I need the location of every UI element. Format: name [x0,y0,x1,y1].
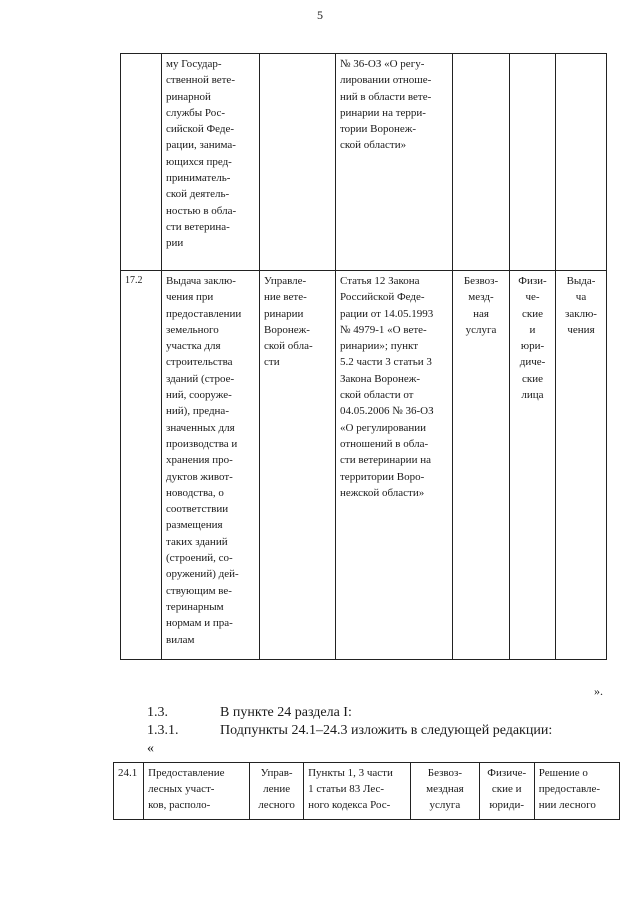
cell-recipients [510,54,556,271]
paragraph-text: В пункте 24 раздела I: [220,705,352,720]
cell-authority: Управле- ние вете- ринарии Воронеж- ской обла- сти [260,271,336,660]
cell-legal-basis: Пункты 1, 3 части 1 статьи 83 Лес- ного кодекса Рос- [304,763,411,820]
cell-fee [453,54,510,271]
opening-quote: « [147,741,154,756]
cell-legal-basis: № 36-ОЗ «О регу- лировании отноше- ний в области вете- ринарии на терри- тории Воронеж- ской области» [336,54,453,271]
paragraph-number: 1.3.1. [147,723,179,738]
page-number: 5 [317,8,323,22]
cell-service-name: му Государ- ственной вете- ринарной службы Рос- сийской Феде- рации, занима- ющихся пред- приниматель- ской деятель- ностью в обла- сти ветерина- рии [162,54,260,271]
cell-service-name: Предоставление лесных участ- ков, располо- [144,763,250,820]
cell-authority: Управ- ление лесного [250,763,304,820]
services-table-bottom [113,762,620,820]
cell-recipients: Физиче- ские и юриди- [479,763,534,820]
services-table-top [120,53,607,660]
cell-result [556,54,607,271]
cell-authority [260,54,336,271]
cell-legal-basis: Статья 12 Закона Российской Феде- рации от 14.05.1993 № 4979-1 «О вете- ринарии»; пункт 5.2 части 3 статьи 3 Закона Воронеж- ской области от 04.05.2006 № 36-ОЗ «О регулировании отношений в обла- сти ветеринарии на территории Воро- нежской области» [336,271,453,660]
paragraph-text: Подпункты 24.1–24.3 изложить в следующей редакции: [220,723,553,738]
cell-number: 17.2 [121,271,162,660]
cell-recipients: Физи- че- ские и юри- диче- ские лица [510,271,556,660]
cell-fee: Безвоз- мездная услуга [411,763,480,820]
paragraph-number: 1.3. [147,705,168,720]
cell-number [121,54,162,271]
cell-number: 24.1 [114,763,144,820]
cell-service-name: Выдача заклю- чения при предоставлении земельного участка для строительства зданий (строе- ний, сооруже- ний), предна- значенных для производства и хранения про- дуктов живот- новодства, о соответствии размещения таких зданий (строений, со- оружений) дей- ствующим ве- теринарным нормам и пра- вилам [162,271,260,660]
closing-quote: ». [594,684,603,698]
cell-result: Решение о предоставле- нии лесного [534,763,619,820]
cell-result: Выда- ча заклю- чения [556,271,607,660]
table-row-24-1 [114,763,620,820]
table-row-17-2 [121,271,607,660]
table-row-continuation [121,54,607,271]
cell-fee: Безвоз- мезд- ная услуга [453,271,510,660]
